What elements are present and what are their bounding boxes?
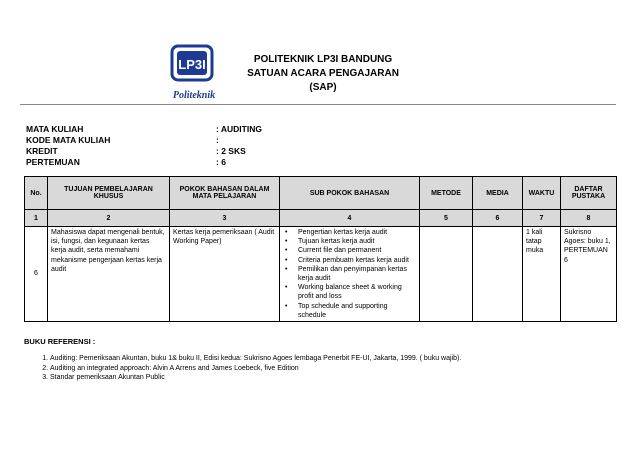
col-header-sub: SUB POKOK BAHASAN [280,177,420,210]
cell-media [473,227,523,322]
column-number: 7 [523,210,561,227]
info-row [26,146,416,157]
document-title: SATUAN ACARA PENGAJARAN [247,68,399,79]
svg-text:LP3I: LP3I [178,57,206,72]
sub-topic-item: • Top schedule and supporting schedule [283,302,416,320]
column-number: 6 [473,210,523,227]
col-header-no: No. [25,177,48,210]
column-number: 4 [280,210,420,227]
table-row [25,227,617,322]
header-divider [20,104,616,105]
col-header-pokok: POKOK BAHASAN DALAM MATA PELAJARAN [170,177,280,210]
column-number-row [25,210,617,227]
cell-waktu: 1 kali tatap muka [523,227,561,322]
info-label: PERTEMUAN [26,157,80,167]
svg-text:Politeknik: Politeknik [172,90,216,101]
info-label: KREDIT [26,146,58,156]
cell-no: 6 [25,227,48,322]
cell-sub [280,227,420,322]
col-header-tujuan: TUJUAN PEMBELAJARAN KHUSUS [48,177,170,210]
document-subtitle: (SAP) [309,82,337,93]
school-name: POLITEKNIK LP3I BANDUNG [253,54,393,65]
references-title: BUKU REFERENSI : [24,337,96,346]
cell-pustaka: Sukrisno Agoes: buku 1, PERTEMUAN 6 [561,227,617,322]
info-value: : 2 SKS [216,146,246,156]
column-number: 5 [420,210,473,227]
sub-topic-item: • Current file dan permanent [283,246,416,255]
info-row [26,157,416,168]
info-label: MATA KULIAH [26,124,84,134]
col-header-media: MEDIA [473,177,523,210]
table-header-row [25,177,617,210]
column-number: 2 [48,210,170,227]
reference-item: 1. Auditing: Pemeriksaan Akuntan, buku 1& buku II, Edisi kedua: Sukrisno Agoes lembaga Penerbit FE-UI, Jakarta, 1999. ( buku wajib). [50,354,461,364]
references-list [24,354,461,383]
col-header-pustaka: DAFTAR PUSTAKA [561,177,617,210]
info-label: KODE MATA KULIAH [26,135,111,145]
cell-metode [420,227,473,322]
references-section [24,337,461,383]
reference-item: 2. Auditing an integrated approach: Alvin A Arrens and James Loebeck, five Edition [50,364,461,374]
info-value: : 6 [216,157,226,167]
col-header-metode: METODE [420,177,473,210]
column-number: 1 [25,210,48,227]
lp3i-logo [166,44,222,104]
sub-topic-item: • Pengertian kertas kerja audit [283,228,416,237]
info-row [26,124,416,135]
col-header-waktu: WAKTU [523,177,561,210]
sub-topic-item: • Working balance sheet & working profit and loss [283,283,416,301]
cell-pokok: Kertas kerja pemeriksaan ( Audit Working Paper) [170,227,280,322]
info-value: : [216,135,219,145]
sub-topic-item: • Tujuan kertas kerja audit [283,237,416,246]
course-info [26,124,416,168]
sub-topic-list [283,228,416,320]
cell-tujuan: Mahasiswa dapat mengenali bentuk, isi, fungsi, dan kegunaan kertas kerja audit, serta memahami mekanisme pengerjaan kertas kerja audit [48,227,170,322]
info-row [26,135,416,146]
sub-topic-item: • Pemilikan dan penyimpanan kertas kerja audit [283,265,416,283]
sap-table [24,176,617,322]
school-header [230,53,416,95]
column-number: 3 [170,210,280,227]
column-number: 8 [561,210,617,227]
info-value: : AUDITING [216,124,262,134]
sub-topic-item: • Criteria pembuatn kertas kerja audit [283,256,416,265]
reference-item: 3. Standar pemeriksaan Akuntan Public [50,373,461,383]
